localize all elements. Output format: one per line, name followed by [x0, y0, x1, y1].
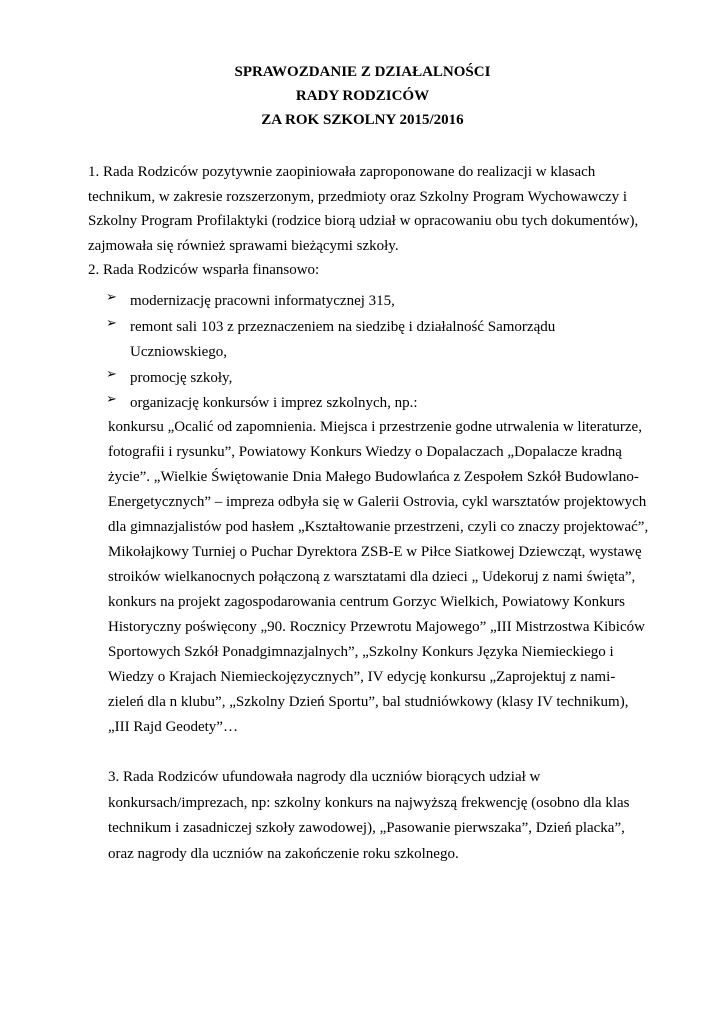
title-line-3: ZA ROK SZKOLNY 2015/2016 — [261, 112, 464, 128]
events-details — [108, 415, 648, 740]
list-item — [104, 315, 644, 366]
text-line: fotografii i rysunku”, Powiatowy Konkurs Wiedzy o Dopalaczach „Dopalacze kradną — [108, 444, 622, 460]
text-line: stroików wielkanocnych połączoną z warsztatami dla dzieci „ Udekoruj z nami święta”, — [108, 569, 636, 585]
text-line: zajmowała się również sprawami bieżącymi szkoły. — [88, 237, 399, 254]
arrow-bullet-icon: ➢ — [106, 289, 117, 304]
list-item — [104, 366, 644, 392]
title-line-1: SPRAWOZDANIE Z DZIAŁALNOŚCI — [234, 64, 491, 80]
paragraph-2-intro: 2. Rada Rodziców wsparła finansowo: — [88, 262, 320, 279]
list-item — [104, 289, 644, 315]
text-line: Historyczny poświęcony „90. Rocznicy Przewrotu Majowego” „III Mistrzostwa Kibiców — [108, 619, 645, 635]
text-line: konkursach/imprezach, np: szkolny konkurs na najwyższą frekwencję (osobno dla klas — [108, 794, 630, 811]
text-line: Szkolny Program Profilaktyki (rodzice biorą udział w opracowaniu obu tych dokumentów), — [88, 213, 639, 230]
text-line: zieleń dla n klubu”, „Szkolny Dzień Sportu”, bal studniówkowy (klasy IV technikum), — [108, 694, 629, 710]
text-line: Wiedzy o Krajach Niemieckojęzycznych”, IV edycję konkursu „Zaprojektuj z nami- — [108, 669, 616, 685]
arrow-bullet-icon: ➢ — [106, 391, 117, 407]
text-line: technikum i zasadniczej szkoły zawodowej), „Pasowanie pierwszaka”, Dzień placka”, — [108, 820, 625, 837]
text-line: życie”. „Wielkie Świętowanie Dnia Małego Budowlańca z Zespołem Szkół Budowlano- — [108, 469, 639, 485]
text-line: Energetycznych” – impreza odbyła się w Galerii Ostrovia, cykl warsztatów projektowych — [108, 494, 647, 510]
list-item-text: Uczniowskiego, — [130, 344, 228, 361]
list-item-text: promocję szkoły, — [130, 369, 233, 386]
list-item-text: organizację konkursów i imprez szkolnych, np.: — [130, 395, 418, 412]
title-line-2: RADY RODZICÓW — [295, 88, 430, 104]
arrow-bullet-icon: ➢ — [106, 365, 117, 381]
text-line: technikum, w zakresie rozszerzonym, przedmioty oraz Szkolny Program Wychowawczy i — [88, 188, 628, 205]
text-line: oraz nagrody dla uczniów na zakończenie roku szkolnego. — [108, 845, 459, 862]
text-line: 1. Rada Rodziców pozytywnie zaopiniowała zaproponowane do realizacji w klasach — [88, 164, 596, 180]
arrow-bullet-icon: ➢ — [106, 314, 117, 330]
text-line: „III Rajd Geodety”… — [108, 719, 238, 735]
text-line: dla gimnazjalistów pod hasłem „Kształtowanie przestrzeni, czyli co znaczy projektować”, — [108, 519, 649, 535]
text-line: konkursu „Ocalić od zapomnienia. Miejsca i przestrzenie godne utrwalenia w literaturze, — [108, 419, 642, 435]
text-line: konkurs na projekt zagospodarowania centrum Gorzyc Wielkich, Powiatowy Konkurs — [108, 594, 625, 610]
list-item-text: modernizację pracowni informatycznej 315, — [130, 293, 395, 309]
paragraph-1 — [88, 160, 648, 283]
list-item-text: remont sali 103 z przeznaczeniem na siedzibę i działalność Samorządu — [130, 318, 556, 335]
list-item — [104, 391, 644, 417]
text-line: Sportowych Szkół Ponadgimnazjalnych”, „Szkolny Konkurs Języka Niemieckiego i — [108, 644, 614, 660]
support-list — [104, 289, 644, 417]
text-line: Mikołajkowy Turniej o Puchar Dyrektora ZSB-E w Piłce Siatkowej Dziewcząt, wystawę — [108, 544, 642, 560]
text-line: 3. Rada Rodziców ufundowała nagrody dla uczniów biorących udział w — [108, 769, 541, 785]
document-title — [0, 60, 725, 132]
paragraph-3 — [108, 765, 648, 867]
